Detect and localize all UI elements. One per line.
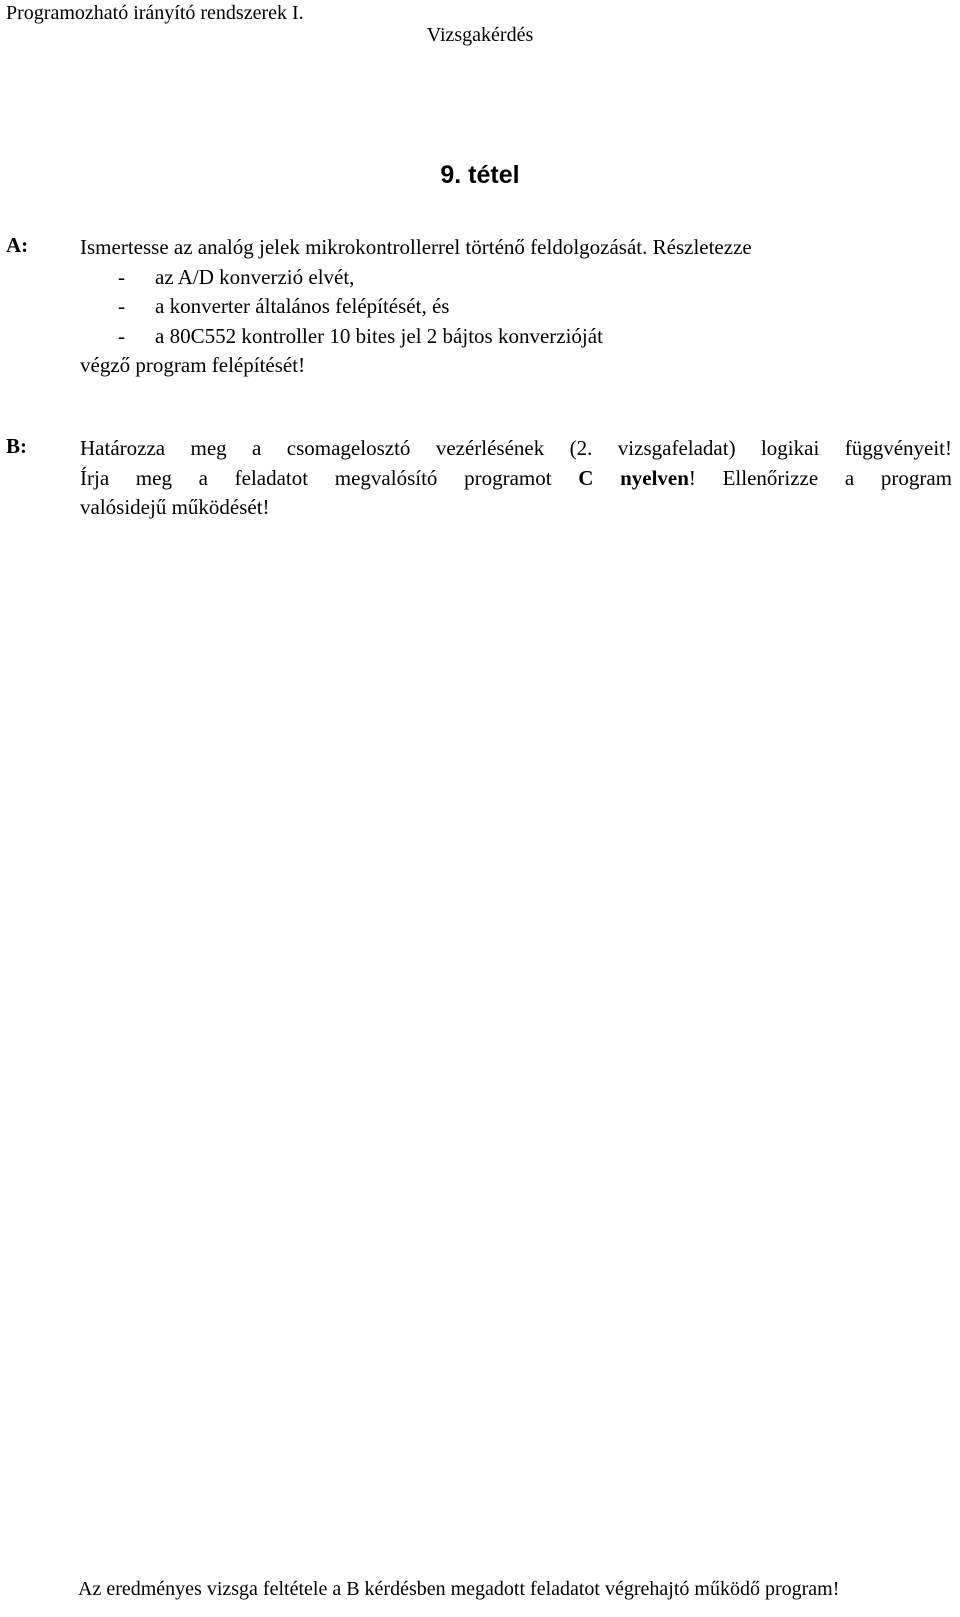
bullet-dash: - xyxy=(118,294,125,318)
language-emphasis: C nyelven xyxy=(578,465,689,490)
document-type: Vizsgakérdés xyxy=(426,24,534,46)
bullet-text: a 80C552 kontroller 10 bites jel 2 bájtos konverzióját xyxy=(155,323,603,348)
section-a-content xyxy=(80,233,952,381)
section-b-label: B: xyxy=(6,434,27,458)
list-item xyxy=(80,263,952,293)
footer-note: Az eredményes vizsga feltétele a B kérdésben megadott feladatot végrehajtó működő program! xyxy=(78,1578,840,1600)
course-title: Programozható irányító rendszerek I. xyxy=(6,2,304,24)
section-a-label: A: xyxy=(6,233,29,257)
bullet-text: az A/D konverzió elvét, xyxy=(155,264,355,289)
section-a-intro: Ismertesse az analóg jelek mikrokontrollerrel történő feldolgozását. Részletezze xyxy=(80,235,752,259)
bullet-dash: - xyxy=(118,323,125,348)
section-a-continuation: végző program felépítését! xyxy=(80,353,306,377)
section-b-line-2 xyxy=(80,464,952,494)
section-b-line-1: Határozza meg a csomagelosztó vezérlésének (2. vizsgafeladat) logikai függvényeit! xyxy=(80,436,952,460)
list-item xyxy=(80,322,952,352)
section-b-content xyxy=(80,434,952,523)
list-item xyxy=(80,292,952,322)
section-b-line-2-pre: Írja meg a feladatot megvalósító programot xyxy=(80,465,552,490)
bullet-text: a konverter általános felépítését, és xyxy=(155,294,450,318)
exam-title: 9. tétel xyxy=(440,161,520,189)
bullet-dash: - xyxy=(118,264,125,289)
section-b-line-3: valósidejű működését! xyxy=(80,495,270,519)
section-b-line-2-post: ! Ellenőrizze a program xyxy=(688,465,952,490)
